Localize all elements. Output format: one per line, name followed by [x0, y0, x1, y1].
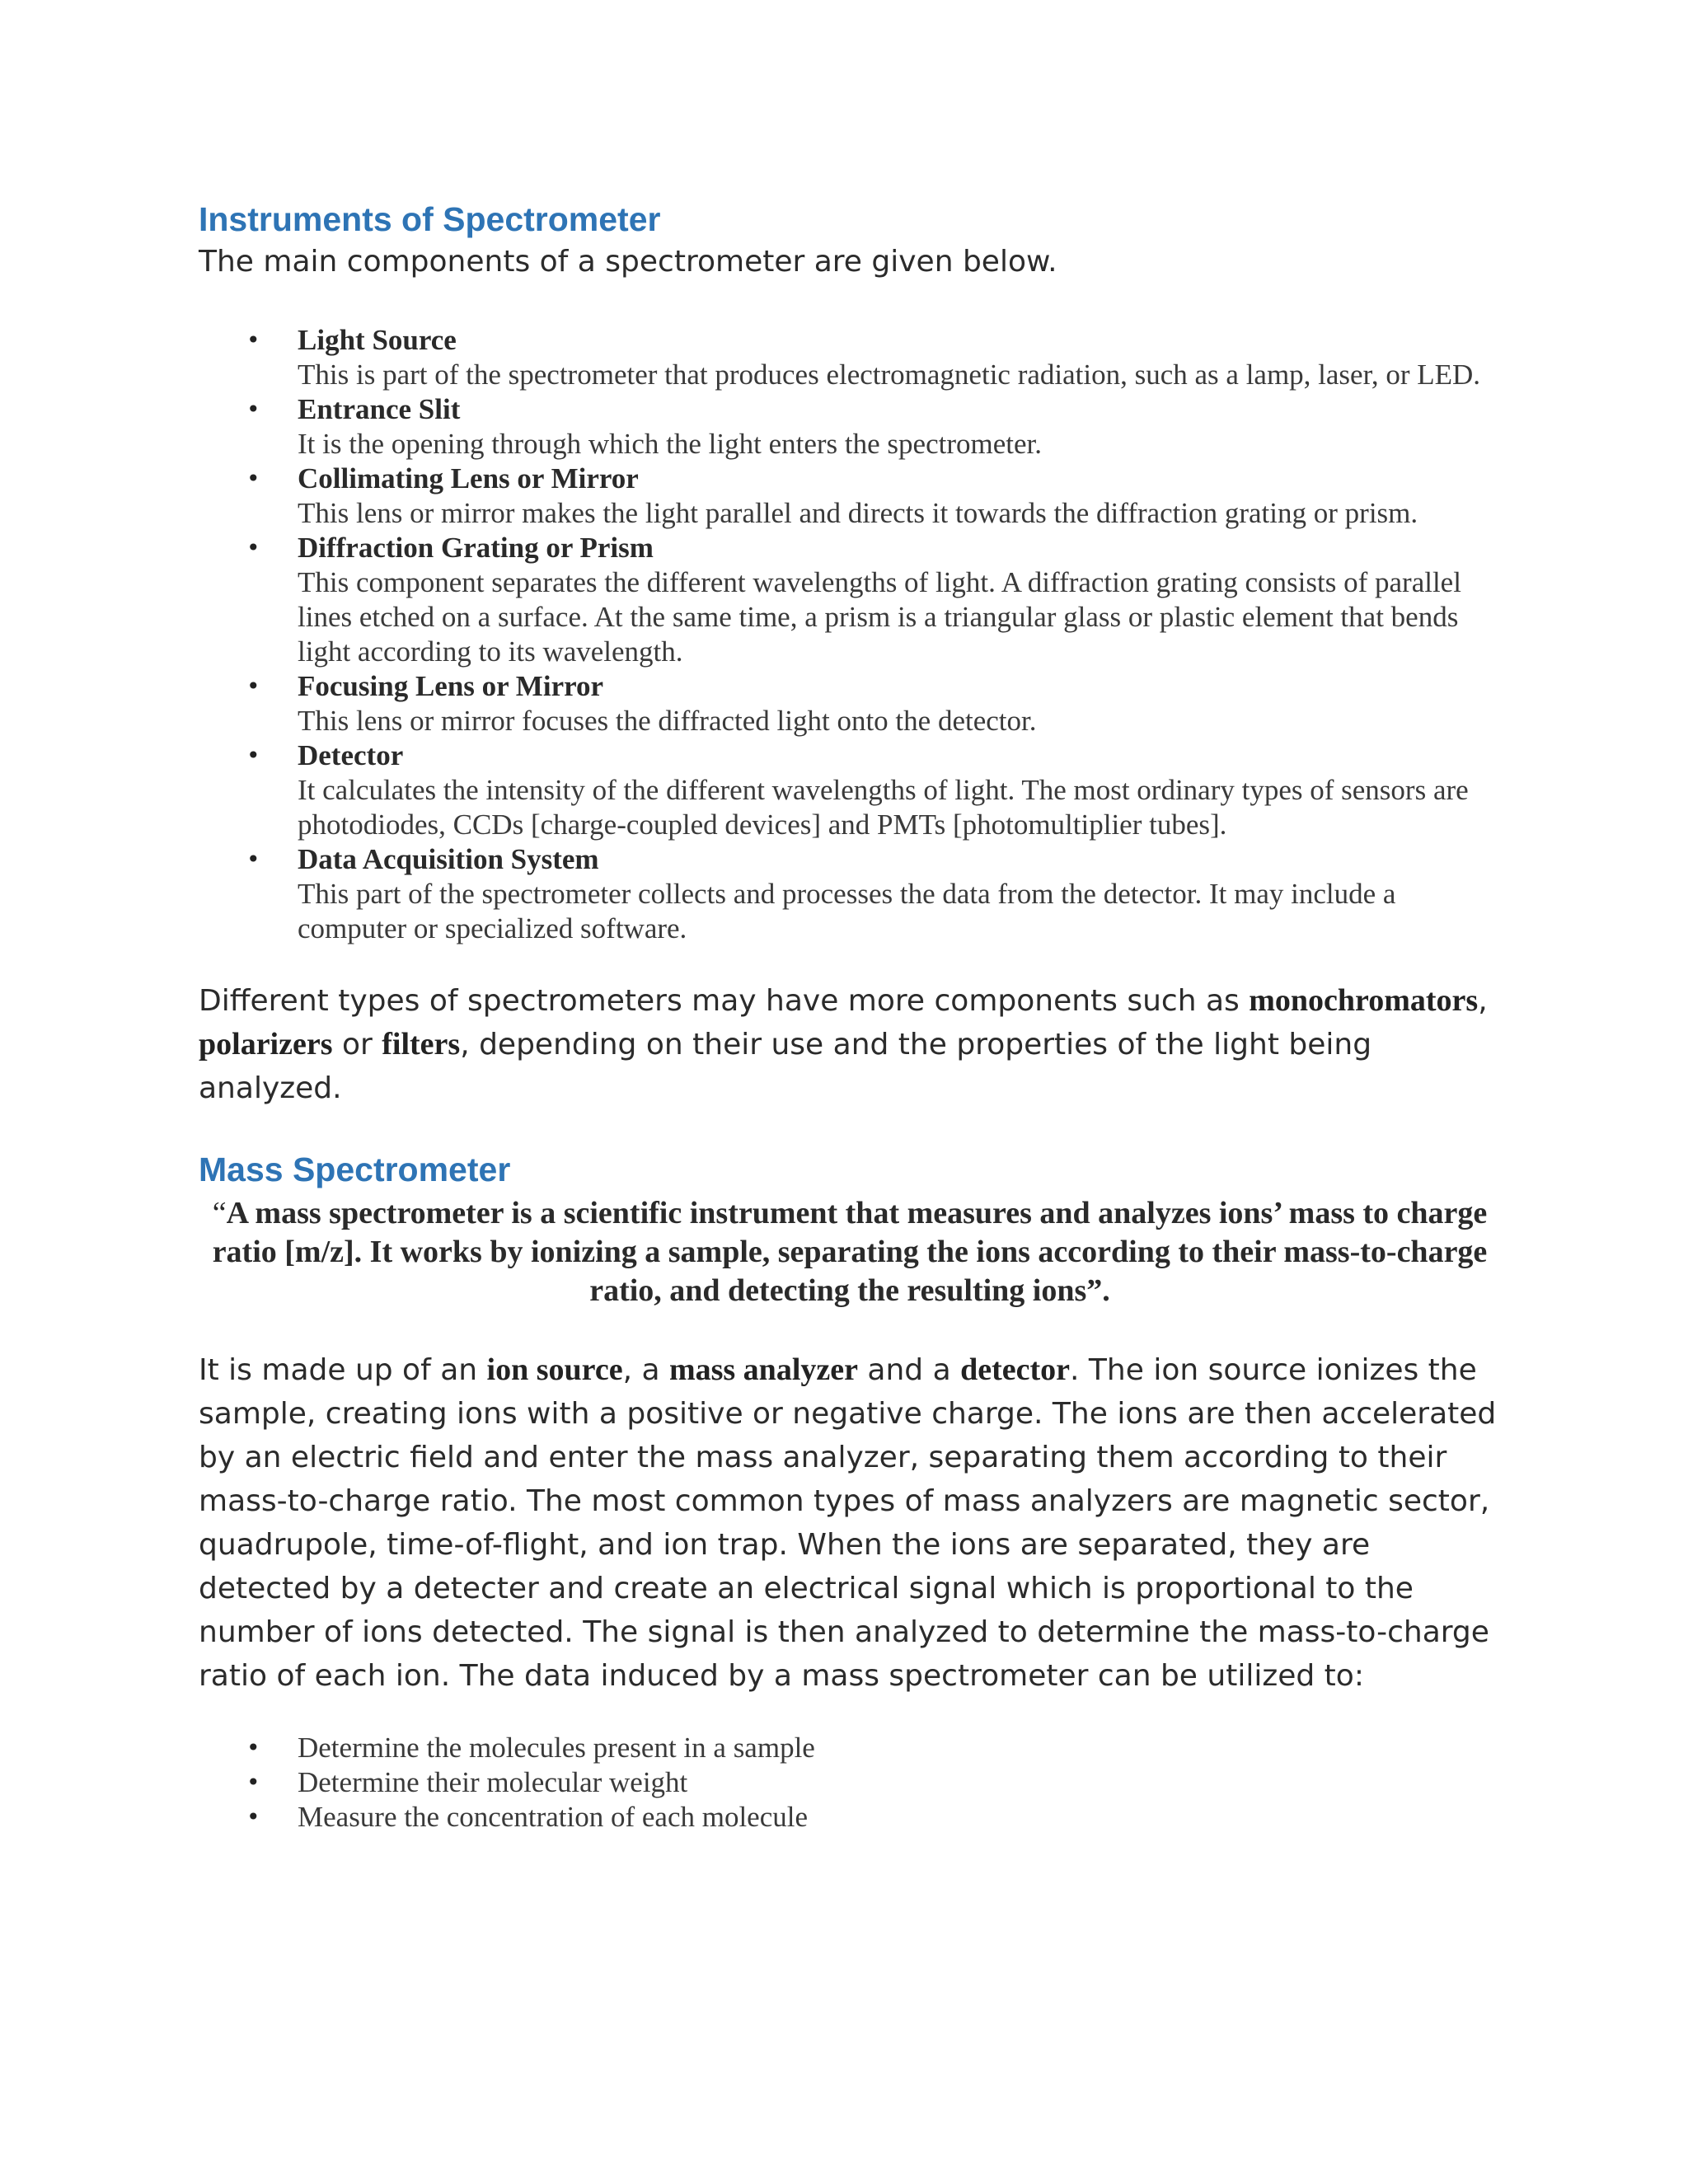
list-item	[199, 531, 1501, 669]
uses-list	[199, 1731, 1501, 1835]
use-item-text: Determine their molecular weight	[298, 1766, 688, 1798]
list-item	[199, 1800, 1501, 1835]
list-item	[199, 669, 1501, 738]
body-text: . The ion source ionizes the sample, creating ions with a positive or negative charge. The ions are then accelerated by an electric field and enter the mass analyzer, separating them according to their mass-to-charge ratio. The most common types of mass analyzers are magnetic sector, quadrupole, time-of-flight, and ion trap. When the ions are separated, they are detected by a detecter and create an electrical signal which is proportional to the number of ions detected. The signal is then analyzed to determine the mass-to-charge ratio of each ion. The data induced by a mass spectrometer can be utilized to:	[199, 1353, 1497, 1693]
component-title: Light Source	[298, 324, 457, 356]
bullet-icon: •	[246, 1769, 260, 1796]
bullet-icon: •	[246, 1734, 260, 1761]
component-description: This part of the spectrometer collects and processes the data from the detector. It may include a computer or specialized software.	[298, 878, 1396, 944]
section-heading-instruments: Instruments of Spectrometer	[199, 200, 661, 238]
component-description: This lens or mirror focuses the diffracted light onto the detector.	[298, 705, 1037, 737]
component-title: Detector	[298, 739, 404, 771]
component-description: It calculates the intensity of the different wavelengths of light. The most ordinary types of sensors are photodiodes, CCDs [charge-coupled devices] and PMTs [photomultiplier tubes].	[298, 774, 1469, 841]
body-separator: and a	[857, 1353, 961, 1387]
component-title: Collimating Lens or Mirror	[298, 462, 639, 494]
ion-source-term: ion source	[486, 1352, 623, 1387]
list-item	[199, 1731, 1501, 1765]
list-item	[199, 392, 1501, 462]
components-list	[199, 323, 1501, 946]
component-description: This is part of the spectrometer that produces electromagnetic radiation, such as a lamp, laser, or LED.	[298, 359, 1481, 391]
bullet-icon: •	[246, 396, 260, 423]
use-item-text: Measure the concentration of each molecule	[298, 1801, 809, 1833]
polarizers-term: polarizers	[199, 1027, 333, 1062]
list-item	[199, 738, 1501, 842]
monochromators-term: monochromators	[1249, 983, 1479, 1018]
component-title: Focusing Lens or Mirror	[298, 670, 604, 702]
component-title: Diffraction Grating or Prism	[298, 532, 654, 564]
list-item	[199, 842, 1501, 946]
closing-text: Different types of spectrometers may have more components such as	[199, 984, 1250, 1018]
components-closing-paragraph	[199, 979, 1501, 1110]
component-description: This lens or mirror makes the light parallel and directs it towards the diffraction grating or prism.	[298, 497, 1418, 529]
mass-spectrometer-body	[199, 1348, 1501, 1698]
use-item-text: Determine the molecules present in a sample	[298, 1732, 815, 1764]
quote-text: A mass spectrometer is a scientific instrument that measures and analyzes ions’ mass to charge ratio [m/z]. It works by ionizing a sample, separating the ions according to their mass-to-charge ratio, and detecting the resulting ions”.	[212, 1196, 1488, 1308]
bullet-icon: •	[246, 673, 260, 700]
body-text: It is made up of an	[199, 1353, 487, 1387]
component-description: It is the opening through which the light enters the spectrometer.	[298, 428, 1042, 460]
list-item	[199, 1765, 1501, 1800]
bullet-icon: •	[246, 1803, 260, 1830]
component-title: Data Acquisition System	[298, 843, 599, 875]
section-lead: The main components of a spectrometer are given below.	[199, 245, 1057, 279]
section-heading-mass-spectrometer: Mass Spectrometer	[199, 1151, 511, 1188]
bullet-icon: •	[246, 846, 260, 873]
definition-quote	[199, 1194, 1501, 1310]
component-title: Entrance Slit	[298, 393, 461, 425]
mass-analyzer-term: mass analyzer	[668, 1352, 858, 1387]
filters-term: filters	[382, 1027, 461, 1062]
list-item	[199, 462, 1501, 531]
detector-term: detector	[960, 1352, 1071, 1387]
closing-separator: ,	[1478, 984, 1488, 1018]
bullet-icon: •	[246, 534, 260, 561]
list-item	[199, 323, 1501, 392]
bullet-icon: •	[246, 465, 260, 492]
closing-separator: or	[332, 1028, 382, 1062]
document-page	[199, 198, 1501, 1835]
bullet-icon: •	[246, 326, 260, 354]
component-description: This component separates the different wavelengths of light. A diffraction grating consists of parallel lines etched on a surface. At the same time, a prism is a triangular glass or plastic element that bends light according to its wavelength.	[298, 566, 1461, 668]
bullet-icon: •	[246, 742, 260, 769]
body-separator: , a	[622, 1353, 669, 1387]
quote-mark: “	[212, 1196, 227, 1230]
closing-text: , depending on their use and the properties of the light being analyzed.	[199, 1028, 1372, 1105]
